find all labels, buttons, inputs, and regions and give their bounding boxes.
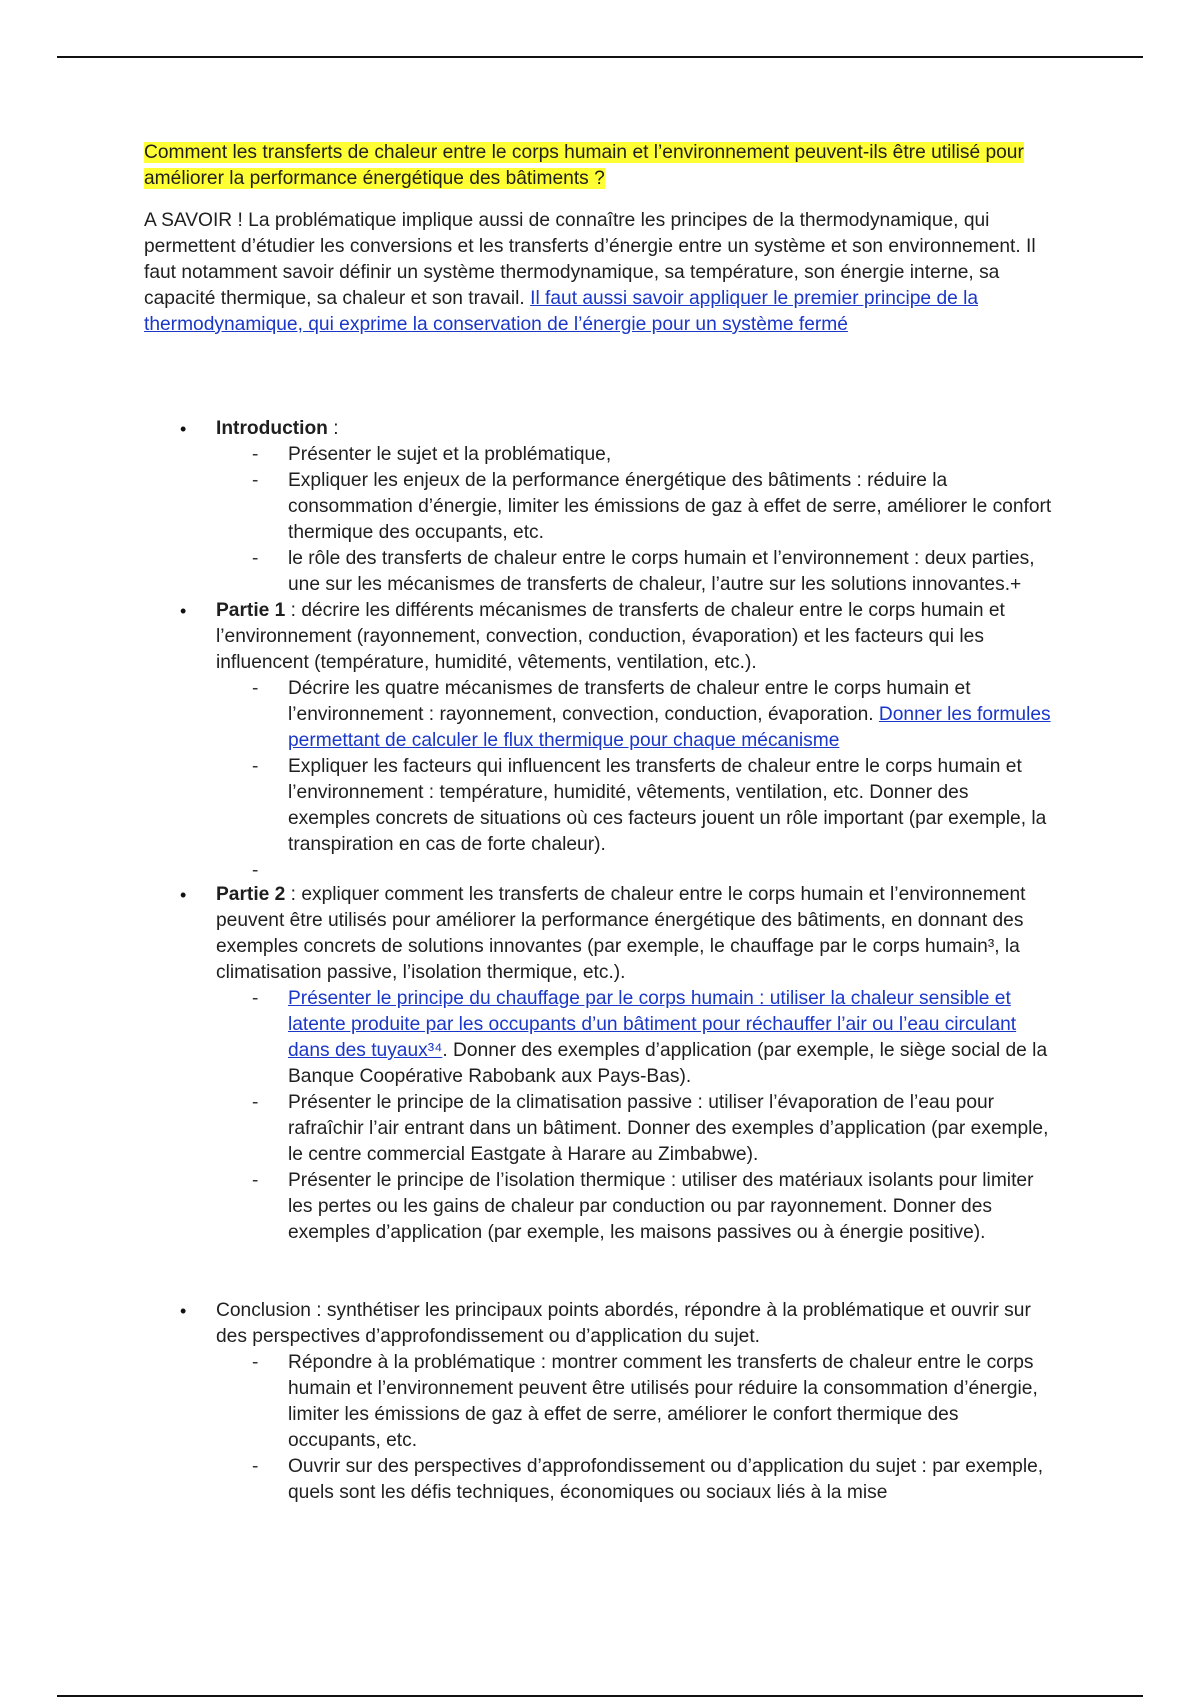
list-item: - Présenter le sujet et la problématique, [288, 442, 1054, 468]
partie1-item1-text: Décrire les quatre mécanismes de transferts de chaleur entre le corps humain et l’environnement : rayonnement, convection, conduction, évaporation. [288, 678, 971, 725]
bottom-rule [57, 1695, 1143, 1697]
list-item [288, 676, 1054, 754]
list-item: - le rôle des transferts de chaleur entre le corps humain et l’environnement : deux parties, une sur les mécanismes de transferts de chaleur, l’autre sur les solutions innovantes.+ [288, 546, 1054, 598]
partie2-sublist [216, 986, 1054, 1246]
intro-rest: : [327, 418, 339, 439]
list-item: - Présenter le principe de la climatisation passive : utiliser l’évaporation de l’eau pour rafraîchir l’air entrant dans un bâtiment. Donner des exemples d’application (par exemple, le centre commercial Eastgate à Harare au Zimbabwe). [288, 1090, 1054, 1168]
outline-item-partie-1 [216, 598, 1054, 882]
partie2-label: Partie 2 [216, 884, 286, 905]
intro-sublist [216, 442, 1054, 598]
list-item: - Ouvrir sur des perspectives d’approfondissement ou d’application du sujet : par exemple, quels sont les défis techniques, économiques ou sociaux liés à la mise [288, 1454, 1054, 1506]
document-body [144, 140, 1054, 1506]
savoir-paragraph [144, 208, 1054, 338]
problem-highlight: Comment les transferts de chaleur entre le corps humain et l’environnement peuvent-ils être utilisé pour améliorer la performance énergétique des bâtiments ? [144, 142, 1024, 189]
savoir-text: A SAVOIR ! La problématique implique aussi de connaître les principes de la thermodynamique, qui permettent d’étudier les conversions et les transferts d’énergie entre un système et son environnement. Il faut notamment savoir définir un système thermodynamique, sa température, son énergie interne, sa capacité thermique, sa chaleur et son travail. [144, 210, 1036, 309]
list-item: - Expliquer les enjeux de la performance énergétique des bâtiments : réduire la consommation d’énergie, limiter les émissions de gaz à effet de serre, améliorer le confort thermique des occupants, etc. [288, 468, 1054, 546]
empty-list-item [288, 858, 1054, 882]
top-rule [57, 56, 1143, 58]
savoir-link[interactable]: Il faut aussi savoir appliquer le premier principe de la thermodynamique, qui exprime la conservation de l’énergie pour un système fermé [144, 288, 979, 335]
list-item: - Expliquer les facteurs qui influencent les transferts de chaleur entre le corps humain et l’environnement : température, humidité, vêtements, ventilation, etc. Donner des exemples concrets de situations où ces facteurs jouent un rôle important (par exemple, la transpiration en cas de forte chaleur). [288, 754, 1054, 858]
conclusion-sublist [216, 1350, 1054, 1506]
outline-item-partie-2 [216, 882, 1054, 1246]
outline-item-introduction [216, 416, 1054, 598]
list-item [288, 986, 1054, 1090]
list-item: - Répondre à la problématique : montrer comment les transferts de chaleur entre le corps humain et l’environnement peuvent être utilisés pour réduire la consommation d’énergie, limiter les émissions de gaz à effet de serre, améliorer le confort thermique des occupants, etc. [288, 1350, 1054, 1454]
partie2-item1-text: . Donner des exemples d’application (par exemple, le siège social de la Banque Coopérative Rabobank aux Pays-Bas). [288, 1040, 1048, 1087]
partie1-rest: : décrire les différents mécanismes de transferts de chaleur entre le corps humain et l’environnement (rayonnement, convection, conduction, évaporation) et les facteurs qui les influencent (température, humidité, vêtements, ventilation, etc.). [216, 600, 1005, 673]
intro-label: Introduction [216, 418, 328, 439]
partie1-sublist [216, 676, 1054, 882]
partie1-label: Partie 1 [216, 600, 286, 621]
problem-statement [144, 140, 1054, 192]
conclusion-text: Conclusion : synthétiser les principaux points abordés, répondre à la problématique et ouvrir sur des perspectives d’approfondissement ou d’application du sujet. [216, 1300, 1031, 1347]
partie2-rest: : expliquer comment les transferts de chaleur entre le corps humain et l’environnement peuvent être utilisés pour améliorer la performance énergétique des bâtiments, en donnant des exemples concrets de solutions innovantes (par exemple, le chauffage par le corps humain³, la climatisation passive, l’isolation thermique, etc.). [216, 884, 1026, 983]
partie1-formulas-link[interactable]: Donner les formules permettant de calculer le flux thermique pour chaque mécanisme [288, 704, 1051, 751]
outline-item-conclusion [216, 1298, 1054, 1506]
outline-list [144, 416, 1054, 1506]
list-item: - Présenter le principe de l’isolation thermique : utiliser des matériaux isolants pour limiter les pertes ou les gains de chaleur par conduction ou par rayonnement. Donner des exemples d’application (par exemple, les maisons passives ou à énergie positive). [288, 1168, 1054, 1246]
partie2-chauffage-link[interactable]: Présenter le principe du chauffage par le corps humain : utiliser la chaleur sensible et latente produite par les occupants d’un bâtiment pour réchauffer l’air ou l’eau circulant dans des tuyaux³⁴ [288, 988, 1017, 1061]
